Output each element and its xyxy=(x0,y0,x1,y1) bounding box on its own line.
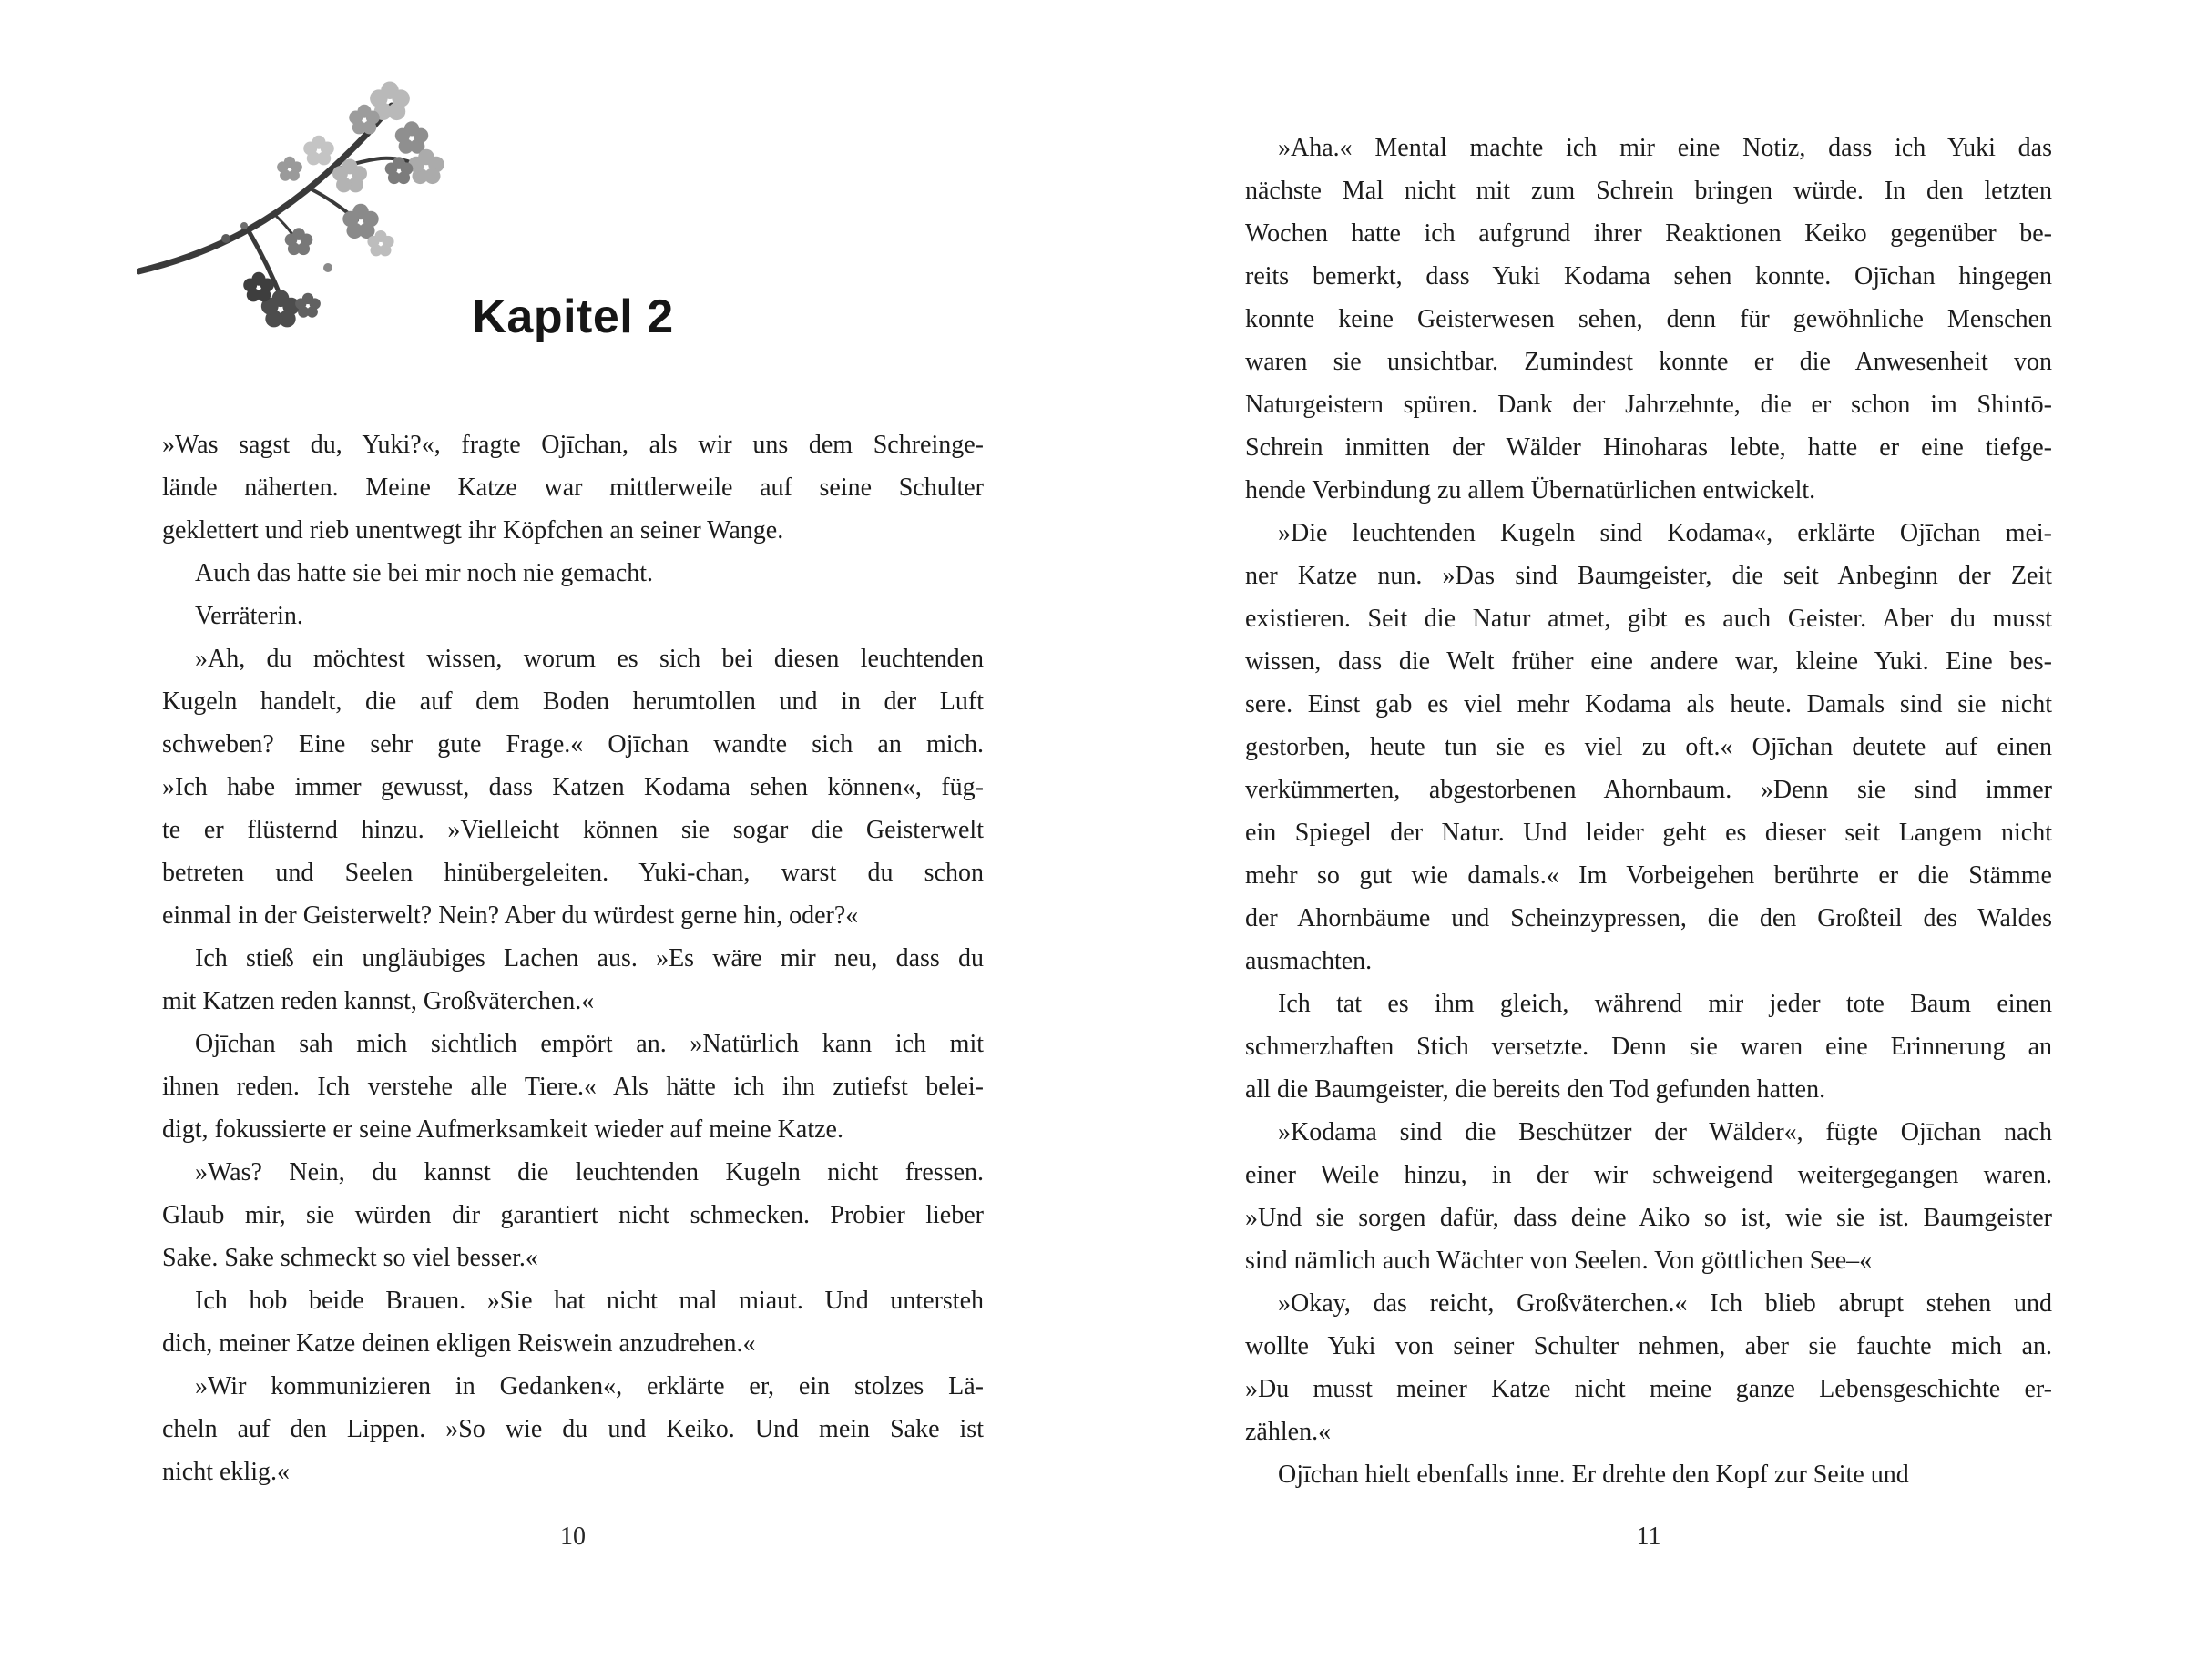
text-line: wollte Yuki von seiner Schulter nehmen, aber sie fauchte mich an. xyxy=(1245,1332,2052,1360)
text-line: der Ahornbäume und Scheinzypressen, die den Großteil des Waldes xyxy=(1245,904,2052,932)
paragraph xyxy=(1245,1111,2052,1282)
page-right xyxy=(1093,0,2186,1680)
page-left-text xyxy=(162,423,984,1493)
text-line: betreten und Seelen hinübergeleiten. Yuki-chan, warst du schon xyxy=(162,859,984,887)
text-line: waren sie unsichtbar. Zumindest konnte er die Anwesenheit von xyxy=(1245,348,2052,376)
text-line: »Was? Nein, du kannst die leuchtenden Kugeln nicht fressen. xyxy=(195,1158,984,1186)
text-line: nächste Mal nicht mit zum Schrein bringen würde. In den letzten xyxy=(1245,177,2052,205)
text-line: mit Katzen reden kannst, Großväterchen.« xyxy=(162,987,595,1015)
paragraph xyxy=(162,1151,984,1279)
text-line: »Ah, du möchtest wissen, worum es sich bei diesen leuchtenden xyxy=(195,645,984,673)
paragraph xyxy=(1245,127,2052,512)
text-line: »Die leuchtenden Kugeln sind Kodama«, erklärte Ojīchan mei- xyxy=(1278,519,2052,547)
text-line: reits bemerkt, dass Yuki Kodama sehen konnte. Ojīchan hingegen xyxy=(1245,262,2052,290)
text-line: gestorben, heute tun sie es viel zu oft.« Ojīchan deutete auf einen xyxy=(1245,733,2052,761)
paragraph xyxy=(1245,983,2052,1111)
text-line: dich, meiner Katze deinen ekligen Reiswein anzudrehen.« xyxy=(162,1329,756,1358)
text-line: lände näherten. Meine Katze war mittlerweile auf seine Schulter xyxy=(162,473,984,502)
text-line: Ich hob beide Brauen. »Sie hat nicht mal miaut. Und untersteh xyxy=(195,1287,984,1315)
text-line: konnte keine Geisterwesen sehen, denn für gewöhnliche Menschen xyxy=(1245,305,2052,333)
text-line: digt, fokussierte er seine Aufmerksamkeit wieder auf meine Katze. xyxy=(162,1115,843,1144)
paragraph xyxy=(162,637,984,937)
page-number-left: 10 xyxy=(560,1522,586,1551)
text-line: einer Weile hinzu, in der wir schweigend weitergegangen waren. xyxy=(1245,1161,2052,1189)
text-line: »Was sagst du, Yuki?«, fragte Ojīchan, als wir uns dem Schreinge- xyxy=(162,431,984,459)
text-line: Auch das hatte sie bei mir noch nie gemacht. xyxy=(195,559,654,587)
paragraph xyxy=(162,552,984,595)
text-line: ihnen reden. Ich verstehe alle Tiere.« Als hätte ich ihn zutiefst belei- xyxy=(162,1073,984,1101)
text-line: Wochen hatte ich aufgrund ihrer Reaktionen Keiko gegenüber be- xyxy=(1245,219,2052,248)
text-line: ner Katze nun. »Das sind Baumgeister, die seit Anbeginn der Zeit xyxy=(1245,562,2052,590)
text-line: »Okay, das reicht, Großväterchen.« Ich blieb abrupt stehen und xyxy=(1278,1289,2052,1318)
paragraph xyxy=(162,937,984,1023)
paragraph xyxy=(162,1279,984,1365)
text-line: Verräterin. xyxy=(195,602,303,630)
text-line: existieren. Seit die Natur atmet, gibt es auch Geister. Aber du musst xyxy=(1245,605,2052,633)
text-line: »Aha.« Mental machte ich mir eine Notiz, dass ich Yuki das xyxy=(1278,134,2052,162)
text-line: Ojīchan hielt ebenfalls inne. Er drehte den Kopf zur Seite und xyxy=(1278,1461,1909,1489)
paragraph xyxy=(162,1023,984,1151)
text-line: »Wir kommunizieren in Gedanken«, erklärte er, ein stolzes Lä- xyxy=(195,1372,984,1400)
paragraph xyxy=(162,1365,984,1493)
text-line: geklettert und rieb unentwegt ihr Köpfchen an seiner Wange. xyxy=(162,516,784,545)
text-line: te er flüsternd hinzu. »Vielleicht können sie sogar die Geisterwelt xyxy=(162,816,984,844)
paragraph xyxy=(162,423,984,552)
paragraph xyxy=(1245,1453,2052,1496)
paragraph xyxy=(162,595,984,637)
text-line: »Du musst meiner Katze nicht meine ganze Lebensgeschichte er- xyxy=(1245,1375,2052,1403)
text-line: all die Baumgeister, die bereits den Tod gefunden hatten. xyxy=(1245,1075,1826,1104)
text-line: »Ich habe immer gewusst, dass Katzen Kodama sehen können«, füg- xyxy=(162,773,984,801)
text-line: hende Verbindung zu allem Übernatürlichen entwickelt. xyxy=(1245,476,1816,504)
page-number-right: 11 xyxy=(1636,1522,1661,1551)
text-line: »Kodama sind die Beschützer der Wälder«, fügte Ojīchan nach xyxy=(1278,1118,2052,1146)
text-line: nicht eklig.« xyxy=(162,1458,290,1486)
text-line: Glaub mir, sie würden dir garantiert nicht schmecken. Probier lieber xyxy=(162,1201,984,1229)
text-line: wissen, dass die Welt früher eine andere war, kleine Yuki. Eine bes- xyxy=(1245,647,2052,676)
paragraph xyxy=(1245,1282,2052,1453)
text-line: zählen.« xyxy=(1245,1418,1332,1446)
chapter-title: Kapitel 2 xyxy=(472,290,674,343)
text-line: Schrein inmitten der Wälder Hinoharas lebte, hatte er eine tiefge- xyxy=(1245,433,2052,462)
text-line: Ich stieß ein ungläubiges Lachen aus. »Es wäre mir neu, dass du xyxy=(195,944,984,972)
text-line: schweben? Eine sehr gute Frage.« Ojīchan wandte sich an mich. xyxy=(162,730,984,759)
text-line: sere. Einst gab es viel mehr Kodama als heute. Damals sind sie nicht xyxy=(1245,690,2052,718)
text-line: verkümmerten, abgestorbenen Ahornbaum. »Denn sie sind immer xyxy=(1245,776,2052,804)
text-line: Ich tat es ihm gleich, während mir jeder tote Baum einen xyxy=(1278,990,2052,1018)
text-line: Sake. Sake schmeckt so viel besser.« xyxy=(162,1244,538,1272)
page-right-text xyxy=(1245,127,2052,1496)
text-line: ein Spiegel der Natur. Und leider geht es dieser seit Langem nicht xyxy=(1245,819,2052,847)
text-line: sind nämlich auch Wächter von Seelen. Von göttlichen See–« xyxy=(1245,1247,1873,1275)
text-line: mehr so gut wie damals.« Im Vorbeigehen berührte er die Stämme xyxy=(1245,861,2052,890)
text-line: einmal in der Geisterwelt? Nein? Aber du würdest gerne hin, oder?« xyxy=(162,901,859,930)
text-line: Kugeln handelt, die auf dem Boden herumtollen und in der Luft xyxy=(162,687,984,716)
text-line: »Und sie sorgen dafür, dass deine Aiko so ist, wie sie ist. Baumgeister xyxy=(1245,1204,2052,1232)
text-line: cheln auf den Lippen. »So wie du und Keiko. Und mein Sake ist xyxy=(162,1415,984,1443)
paragraph xyxy=(1245,512,2052,983)
text-line: Naturgeistern spüren. Dank der Jahrzehnte, die er schon im Shintō- xyxy=(1245,391,2052,419)
text-line: ausmachten. xyxy=(1245,947,1373,975)
text-line: Ojīchan sah mich sichtlich empört an. »Natürlich kann ich mit xyxy=(195,1030,984,1058)
text-line: schmerzhaften Stich versetzte. Denn sie waren eine Erinnerung an xyxy=(1245,1033,2052,1061)
